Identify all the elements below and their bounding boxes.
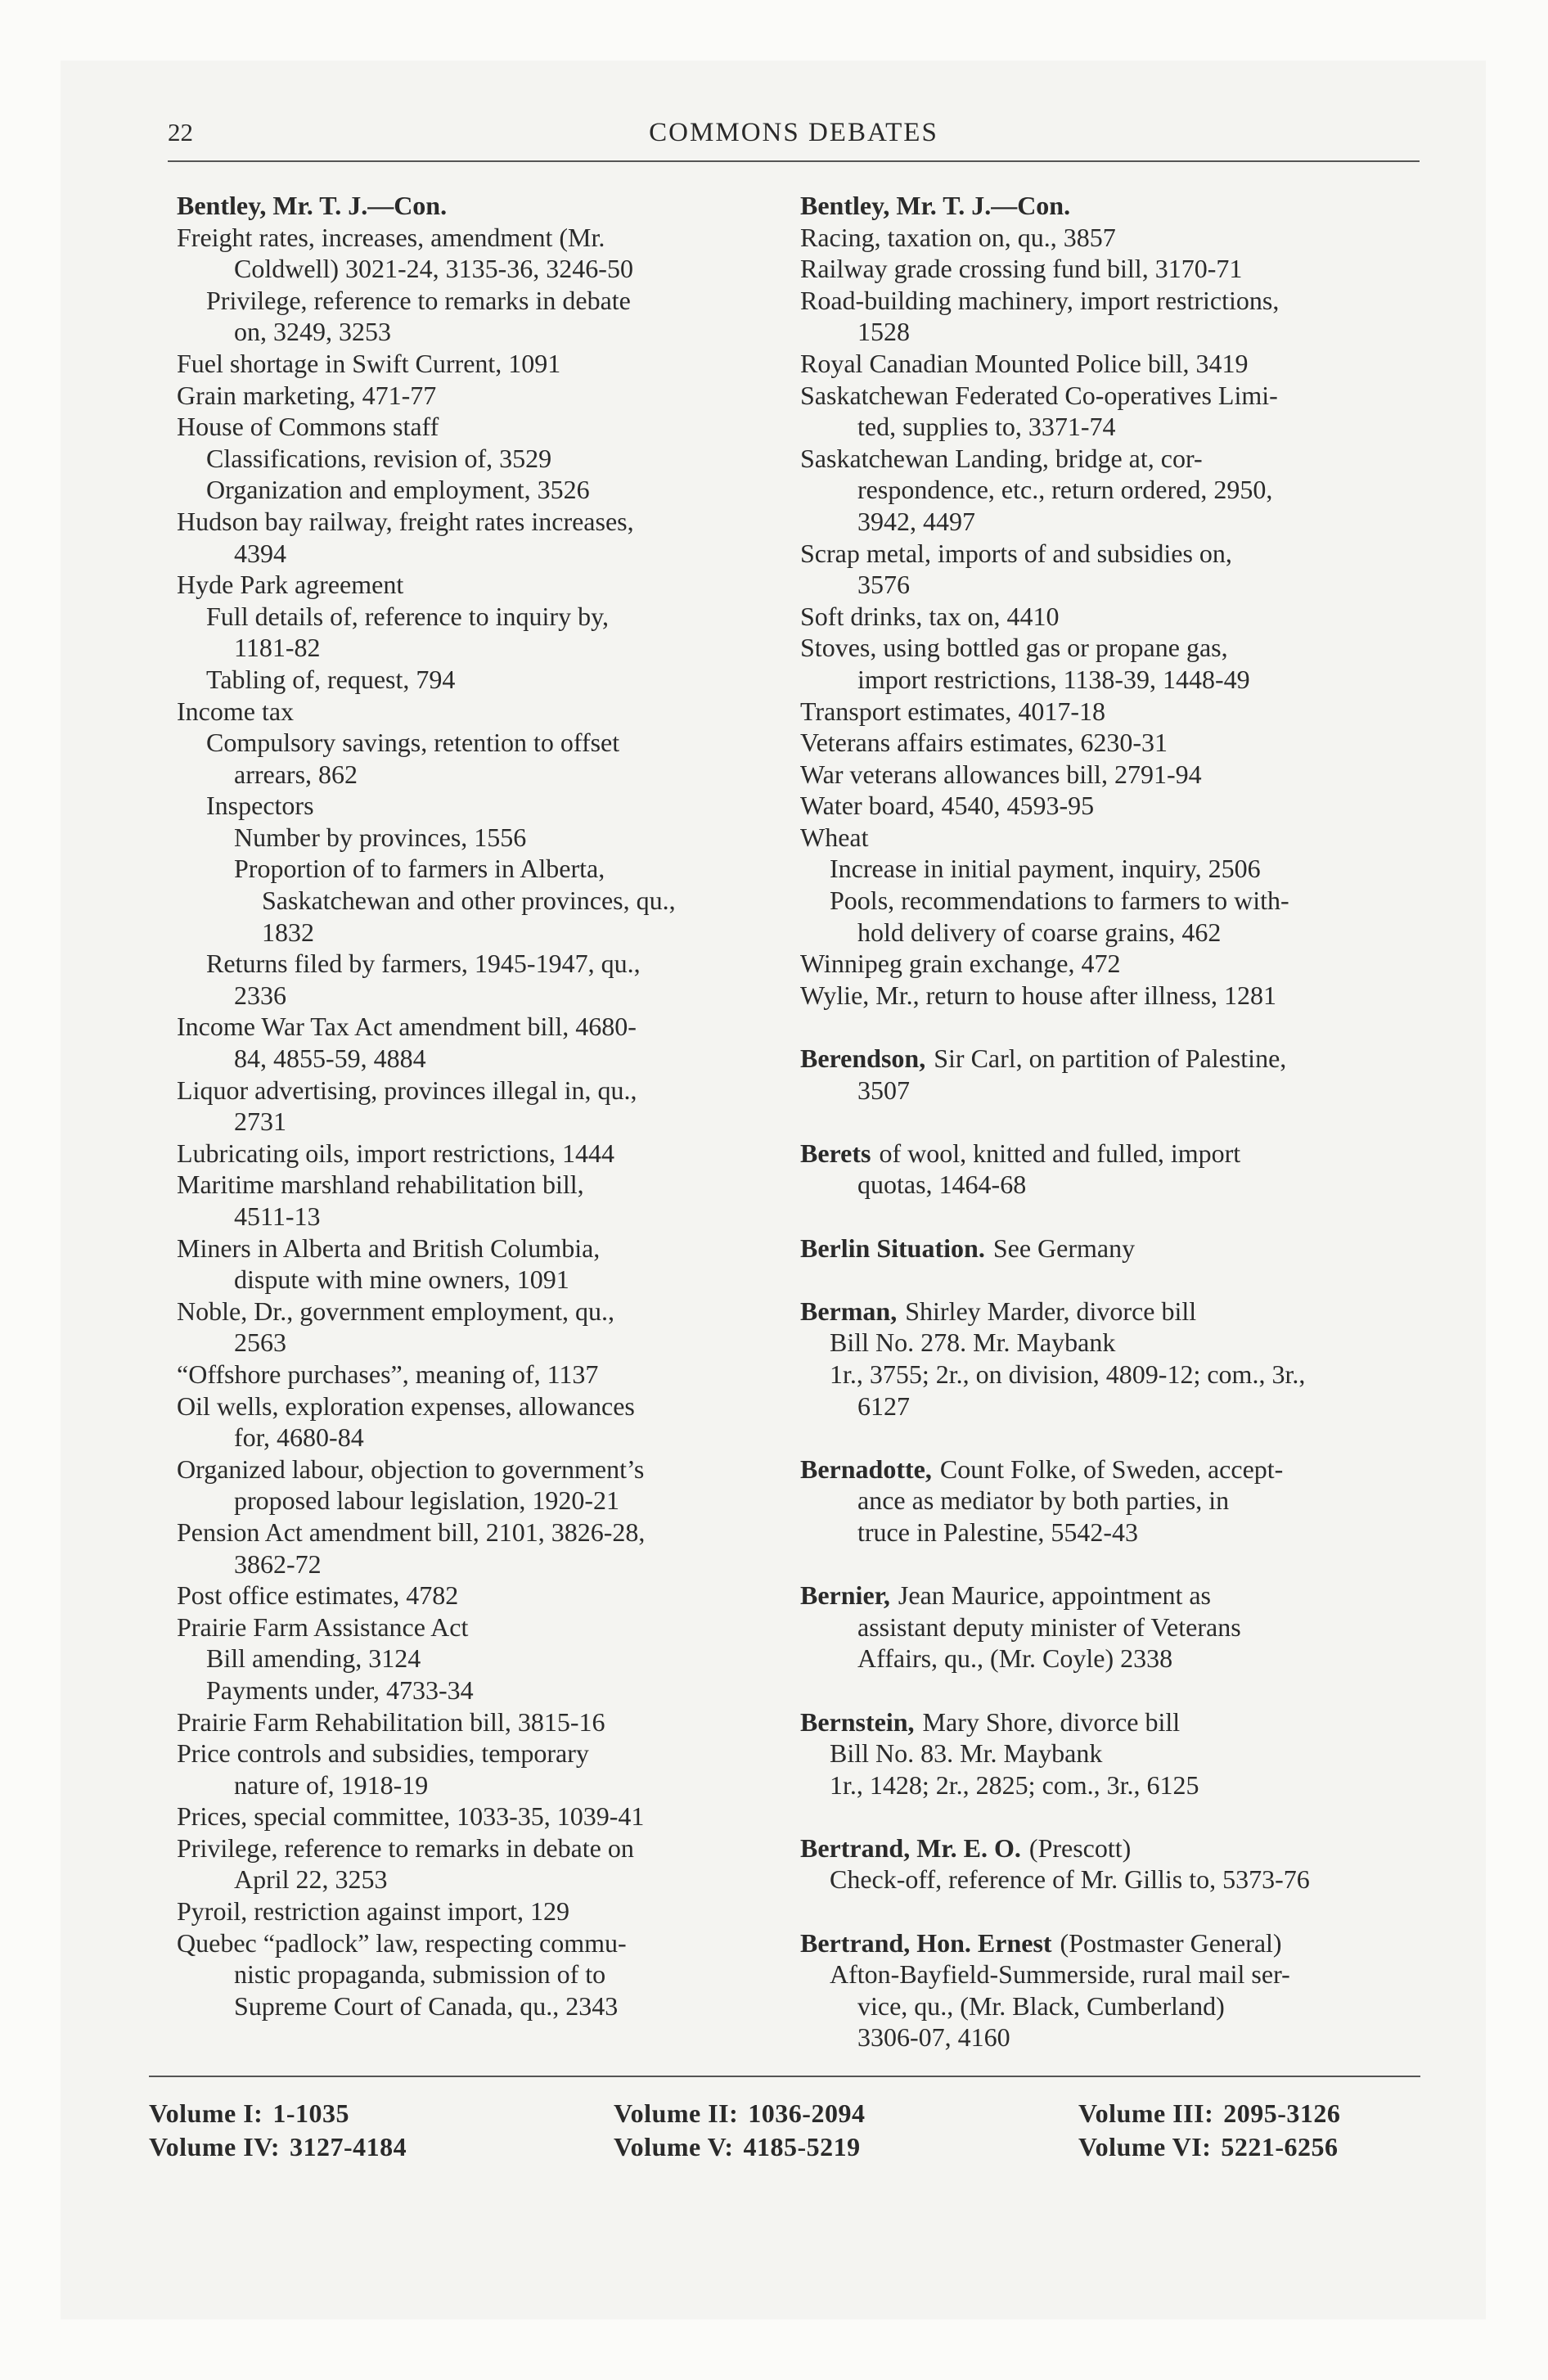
volume-range [149, 2098, 614, 2129]
index-line: Pyroil, restriction against import, 129 [177, 1896, 569, 1927]
entry-spacer [800, 1801, 1417, 1832]
index-line: import restrictions, 1138-39, 1448-49 [857, 664, 1250, 694]
index-line: Royal Canadian Mounted Police bill, 3419 [800, 348, 1249, 378]
volume-pages: 3127-4184 [290, 2132, 407, 2161]
index-line: nistic propaganda, submission of to [234, 1959, 606, 1990]
index-line: Tabling of, request, 794 [206, 664, 456, 694]
index-line: Privilege, reference to remarks in debate on [177, 1832, 634, 1863]
volume-footer [149, 2076, 1420, 2162]
index-line: Affairs, qu., (Mr. Coyle) 2338 [857, 1643, 1173, 1674]
entry-description: Jean Maurice, appointment as [898, 1580, 1211, 1611]
index-line: Increase in initial payment, inquiry, 2506 [830, 854, 1261, 884]
index-line: truce in Palestine, 5542-43 [857, 1517, 1139, 1547]
index-line: 3507 [857, 1075, 910, 1105]
volume-pages: 4185-5219 [743, 2132, 861, 2161]
index-entry-heading [800, 1043, 1417, 1075]
volume-pages: 2095-3126 [1223, 2098, 1341, 2128]
index-line: 1181-82 [234, 633, 321, 663]
index-line: arrears, 862 [234, 759, 358, 789]
index-line: Number by provinces, 1556 [234, 822, 527, 852]
index-line: Noble, Dr., government employment, qu., [177, 1296, 615, 1326]
volume-range [1078, 2098, 1420, 2129]
index-line: Liquor advertising, provinces illegal in, qu., [177, 1075, 637, 1105]
page-header [168, 113, 1420, 162]
index-line: for, 4680-84 [234, 1422, 364, 1453]
index-line: ted, supplies to, 3371-74 [857, 412, 1116, 442]
entry-name: Berets [800, 1138, 871, 1168]
continued-heading: Bentley, Mr. T. J.—Con. [177, 191, 448, 220]
entry-name: Berman, [800, 1296, 898, 1326]
entry-description: Count Folke, of Sweden, accept- [939, 1454, 1284, 1484]
index-line: 4394 [234, 538, 286, 568]
volume-label: Volume IV: [149, 2132, 280, 2161]
index-line: Oil wells, exploration expenses, allowances [177, 1391, 635, 1421]
index-line: Hudson bay railway, freight rates increases, [177, 506, 634, 536]
index-line: Bill No. 83. Mr. Maybank [830, 1738, 1103, 1769]
entry-description: (Postmaster General) [1060, 1927, 1282, 1958]
index-line: 1r., 1428; 2r., 2825; com., 3r., 6125 [830, 1769, 1199, 1800]
index-line: Supreme Court of Canada, qu., 2343 [234, 1990, 619, 2021]
volume-label: Volume VI: [1078, 2132, 1212, 2161]
entry-name: Bertrand, Hon. Ernest [800, 1927, 1052, 1958]
index-line: 3862-72 [234, 1548, 322, 1579]
index-line: Check-off, reference of Mr. Gillis to, 5373-76 [830, 1864, 1310, 1895]
index-line: vice, qu., (Mr. Black, Cumberland) [857, 1990, 1225, 2021]
index-line: Freight rates, increases, amendment (Mr. [177, 222, 605, 252]
volume-label: Volume III: [1078, 2098, 1214, 2128]
entry-spacer [800, 1201, 1417, 1233]
index-line: assistant deputy minister of Veterans [857, 1611, 1241, 1642]
index-line: Quebec “padlock” law, respecting commu- [177, 1927, 627, 1958]
entry-description: (Prescott) [1028, 1832, 1132, 1863]
index-line: April 22, 3253 [234, 1864, 388, 1895]
index-line: 1832 [262, 917, 314, 947]
entry-spacer [800, 1548, 1417, 1580]
index-line: Veterans affairs estimates, 6230-31 [800, 728, 1168, 758]
index-line: 2731 [234, 1107, 286, 1137]
index-line: 1528 [857, 317, 910, 347]
index-entry-heading [800, 1832, 1417, 1864]
index-line: Bill amending, 3124 [206, 1643, 421, 1674]
index-line: Water board, 4540, 4593-95 [800, 791, 1095, 821]
index-line: Income War Tax Act amendment bill, 4680- [177, 1012, 637, 1042]
entry-name: Bertrand, Mr. E. O. [800, 1832, 1021, 1863]
index-line: hold delivery of coarse grains, 462 [857, 917, 1222, 947]
entry-description: Sir Carl, on partition of Palestine, [934, 1044, 1287, 1074]
index-line: 3306-07, 4160 [857, 2022, 1010, 2053]
entry-description: Shirley Marder, divorce bill [905, 1296, 1197, 1326]
volume-label: Volume V: [614, 2132, 734, 2161]
volume-pages: 1036-2094 [748, 2098, 866, 2128]
index-line: Road-building machinery, import restrictions, [800, 285, 1280, 315]
index-line: 2563 [234, 1327, 286, 1358]
volume-label: Volume I: [149, 2098, 263, 2128]
index-line: Saskatchewan Federated Co-operatives Limi- [800, 380, 1278, 410]
entry-spacer [800, 1895, 1417, 1927]
index-entry-heading [800, 1580, 1417, 1611]
index-line: Prairie Farm Assistance Act [177, 1611, 469, 1642]
index-line: Organization and employment, 3526 [206, 475, 590, 505]
entry-name: Bernier, [800, 1580, 890, 1611]
index-line: Grain marketing, 471-77 [177, 380, 437, 410]
volume-pages: 5221-6256 [1221, 2132, 1339, 2161]
index-line: Post office estimates, 4782 [177, 1580, 459, 1611]
index-line: Price controls and subsidies, temporary [177, 1738, 589, 1769]
index-line: Full details of, reference to inquiry by, [206, 601, 609, 631]
index-entry-heading [800, 1233, 1417, 1264]
index-line: House of Commons staff [177, 412, 439, 442]
index-line: ance as mediator by both parties, in [857, 1485, 1230, 1516]
volume-range [614, 2098, 1078, 2129]
index-line: Income tax [177, 696, 295, 726]
entry-description: Mary Shore, divorce bill [922, 1706, 1181, 1737]
index-line: 84, 4855-59, 4884 [234, 1044, 426, 1074]
index-line: dispute with mine owners, 1091 [234, 1264, 569, 1295]
index-line: quotas, 1464-68 [857, 1170, 1027, 1200]
index-line: Railway grade crossing fund bill, 3170-71 [800, 254, 1243, 284]
index-line: Transport estimates, 4017-18 [800, 696, 1106, 726]
index-line: Soft drinks, tax on, 4410 [800, 601, 1060, 631]
index-line: Compulsory savings, retention to offset [206, 728, 620, 758]
volume-range [1078, 2132, 1420, 2162]
index-line: 3576 [857, 570, 910, 600]
index-line: Afton-Bayfield-Summerside, rural mail ser- [830, 1959, 1290, 1990]
continued-heading: Bentley, Mr. T. J.—Con. [800, 191, 1071, 220]
volume-label: Volume II: [614, 2098, 739, 2128]
entry-name: Bernadotte, [800, 1454, 932, 1484]
entry-name: Bernstein, [800, 1706, 915, 1737]
page-number: 22 [168, 118, 193, 146]
index-line: Prices, special committee, 1033-35, 1039-41 [177, 1801, 645, 1832]
entry-spacer [800, 1264, 1417, 1296]
index-line: respondence, etc., return ordered, 2950, [857, 475, 1273, 505]
index-column-left [177, 190, 758, 2022]
index-line: Lubricating oils, import restrictions, 1444 [177, 1138, 615, 1168]
index-line: Miners in Alberta and British Columbia, [177, 1233, 601, 1263]
index-line: Wheat [800, 822, 869, 852]
volume-range [614, 2132, 1078, 2162]
index-line: Saskatchewan and other provinces, qu., [262, 886, 676, 916]
index-line: Wylie, Mr., return to house after illness, 1281 [800, 980, 1276, 1010]
index-entry-heading [800, 1927, 1417, 1959]
index-line: Hyde Park agreement [177, 570, 404, 600]
index-entry-heading [800, 1706, 1417, 1738]
index-line: “Offshore purchases”, meaning of, 1137 [177, 1359, 599, 1389]
index-line: Privilege, reference to remarks in debate [206, 285, 631, 315]
index-line: Scrap metal, imports of and subsidies on, [800, 538, 1232, 568]
index-line: Stoves, using bottled gas or propane gas, [800, 633, 1228, 663]
index-line: Payments under, 4733-34 [206, 1675, 474, 1705]
index-line: Pension Act amendment bill, 2101, 3826-28, [177, 1517, 646, 1547]
index-line: Coldwell) 3021-24, 3135-36, 3246-50 [234, 254, 633, 284]
index-entry-heading [800, 1454, 1417, 1485]
index-line: nature of, 1918-19 [234, 1769, 429, 1800]
index-entry-heading [800, 1296, 1417, 1327]
index-line: Winnipeg grain exchange, 472 [800, 949, 1121, 979]
entry-description: See Germany [992, 1233, 1136, 1263]
index-line: 4511-13 [234, 1201, 321, 1231]
index-line: Proportion of to farmers in Alberta, [234, 854, 605, 884]
index-line: 6127 [857, 1391, 910, 1421]
index-line: Inspectors [206, 791, 314, 821]
index-line: Maritime marshland rehabilitation bill, [177, 1170, 584, 1200]
entry-description: of wool, knitted and fulled, import [879, 1138, 1241, 1168]
index-line: Prairie Farm Rehabilitation bill, 3815-16 [177, 1706, 605, 1737]
index-line: War veterans allowances bill, 2791-94 [800, 759, 1202, 789]
volume-range [149, 2132, 614, 2162]
entry-spacer [800, 1422, 1417, 1454]
volume-pages: 1-1035 [272, 2098, 349, 2128]
entry-name: Berendson, [800, 1044, 926, 1074]
index-line: Saskatchewan Landing, bridge at, cor- [800, 443, 1203, 473]
volume-key [149, 2098, 1420, 2162]
entry-spacer [800, 1011, 1417, 1043]
index-line: Pools, recommendations to farmers to with- [830, 886, 1289, 916]
index-line: 3942, 4497 [857, 506, 975, 536]
index-line: Organized labour, objection to government’s [177, 1454, 645, 1484]
index-line: Classifications, revision of, 3529 [206, 443, 552, 473]
entry-name: Berlin Situation. [800, 1233, 985, 1263]
index-line: 1r., 3755; 2r., on division, 4809-12; com., 3r., [830, 1359, 1306, 1389]
index-line: Returns filed by farmers, 1945-1947, qu., [206, 949, 641, 979]
index-line: 2336 [234, 980, 286, 1010]
entry-spacer [800, 1106, 1417, 1138]
index-entry-heading [800, 1138, 1417, 1170]
index-column-right [800, 190, 1417, 2053]
running-title: COMMONS DEBATES [649, 118, 938, 147]
entry-spacer [800, 1675, 1417, 1706]
index-line: on, 3249, 3253 [234, 317, 391, 347]
index-line: Bill No. 278. Mr. Maybank [830, 1327, 1116, 1358]
index-line: Racing, taxation on, qu., 3857 [800, 222, 1116, 252]
index-line: Fuel shortage in Swift Current, 1091 [177, 348, 561, 378]
index-line: proposed labour legislation, 1920-21 [234, 1485, 620, 1516]
